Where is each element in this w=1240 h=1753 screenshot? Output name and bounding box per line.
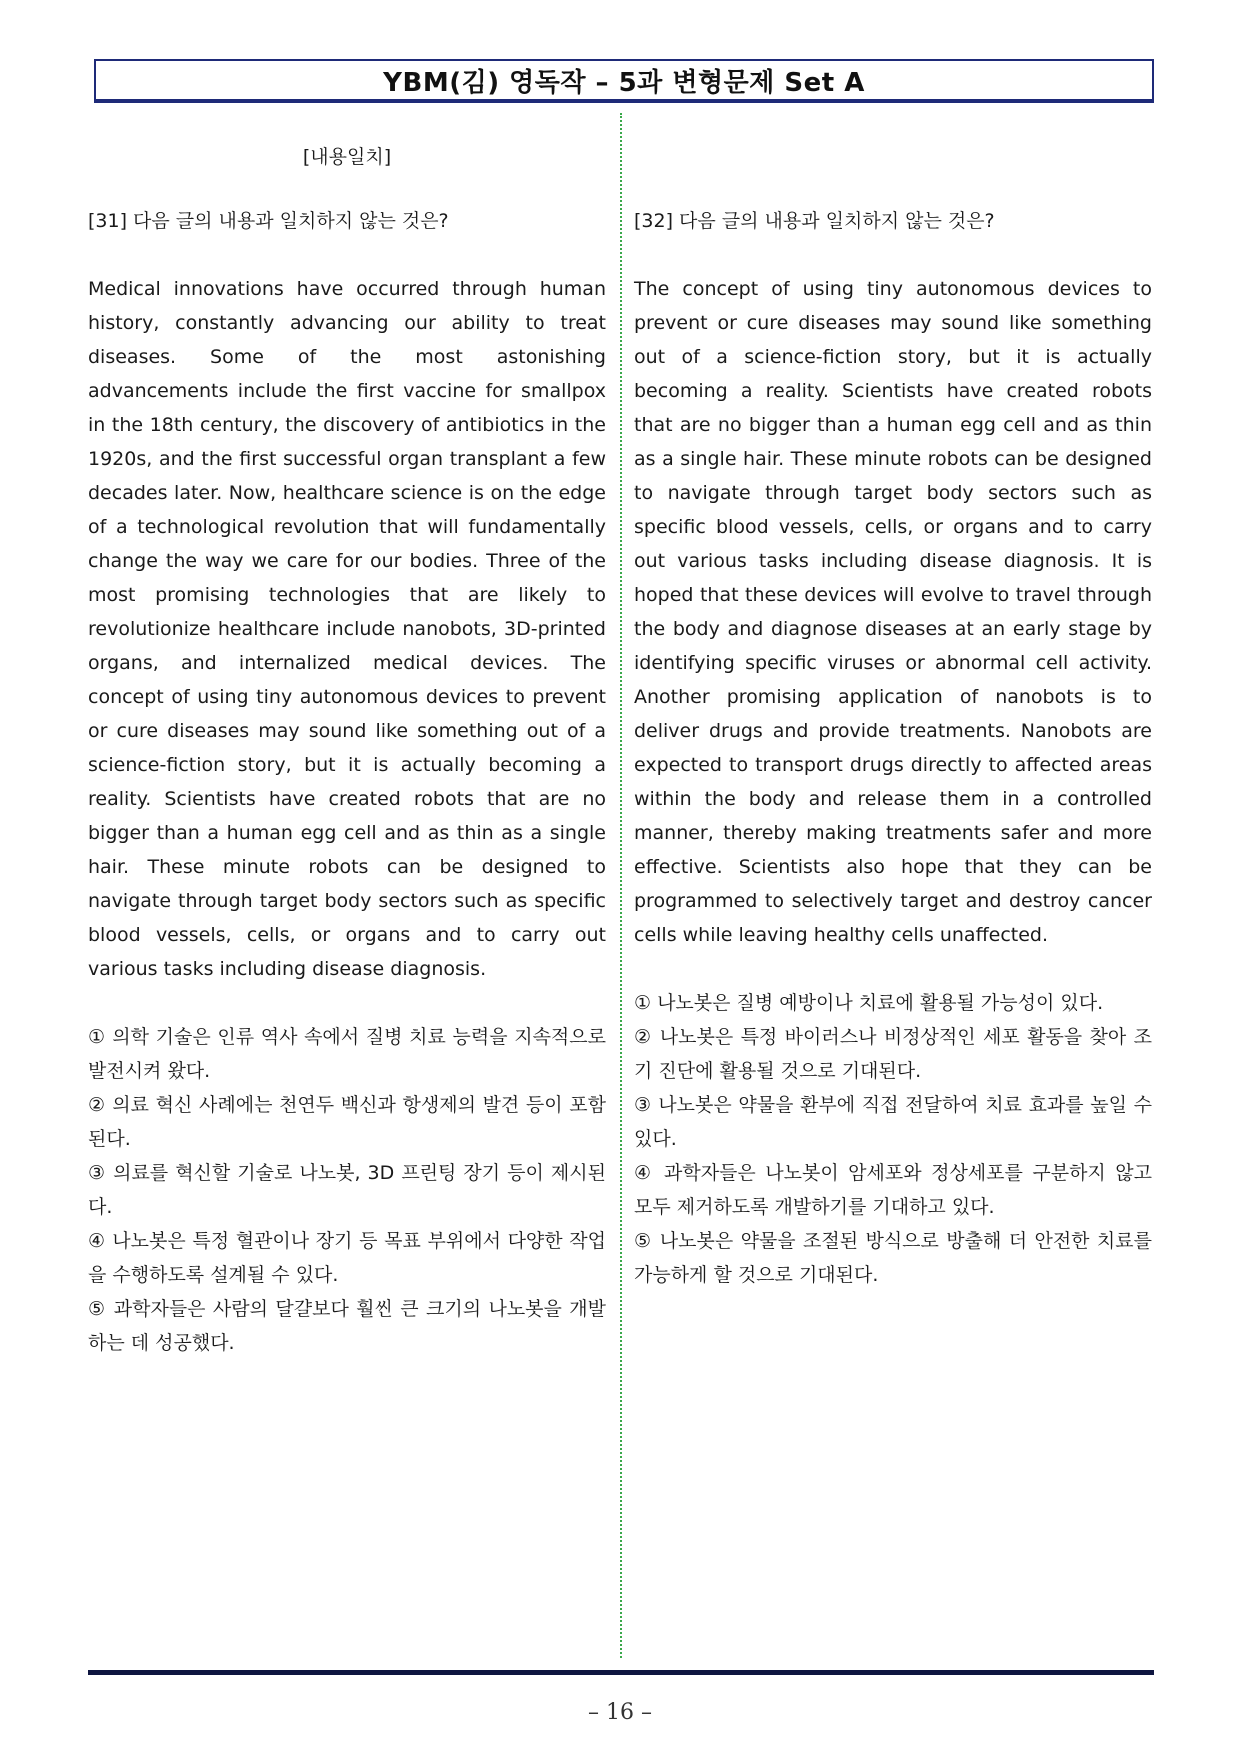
footer-rule: [88, 1670, 1154, 1675]
answer-choices: [88, 1020, 606, 1360]
choice-4[interactable]: ④ 과학자들은 나노봇이 암세포와 정상세포를 구분하지 않고 모두 제거하도록 개발하기를 기대하고 있다.: [634, 1162, 1152, 1218]
choice-3[interactable]: ③ 나노봇은 약물을 환부에 직접 전달하여 치료 효과를 높일 수 있다.: [634, 1094, 1152, 1150]
choice-5[interactable]: ⑤ 과학자들은 사람의 달걀보다 훨씬 큰 크기의 나노봇을 개발하는 데 성공했다.: [88, 1298, 606, 1354]
header-box: [94, 59, 1154, 103]
choice-2[interactable]: ② 의료 혁신 사례에는 천연두 백신과 항생제의 발견 등이 포함된다.: [88, 1094, 606, 1150]
page-number: – 16 –: [588, 1700, 652, 1725]
section-label: [내용일치]: [302, 146, 392, 168]
answer-choices: [634, 986, 1152, 1292]
choice-2[interactable]: ② 나노봇은 특정 바이러스나 비정상적인 세포 활동을 찾아 조기 진단에 활용될 것으로 기대된다.: [634, 1026, 1152, 1082]
page-title: YBM(김) 영독작 – 5과 변형문제 Set A: [383, 67, 865, 98]
question-title: [32] 다음 글의 내용과 일치하지 않는 것은?: [634, 210, 995, 232]
choice-1[interactable]: ① 나노봇은 질병 예방이나 치료에 활용될 가능성이 있다.: [634, 992, 1104, 1014]
passage-text: The concept of using tiny autonomous devices to prevent or cure diseases may sound like something out of a science-fiction story, but it is actually becoming a reality. Scientists have created robots that are no bigger than a human egg cell and as thin as a single hair. These minute robots can be designed to navigate through target body sectors such as specific blood vessels, cells, or organs and to carry out various tasks including disease diagnosis. It is hoped that these devices will evolve to travel through the body and diagnose diseases at an early stage by identifying specific viruses or abnormal cell activity. Another promising application of nanobots is to deliver drugs and provide treatments. Nanobots are expected to transport drugs directly to affected areas within the body and release them in a controlled manner, thereby making treatments safer and more effective. Scientists also hope that they can be programmed to selectively target and destroy cancer cells while leaving healthy cells unaffected.: [634, 278, 1152, 946]
column-divider: [620, 113, 622, 1658]
question-title: [31] 다음 글의 내용과 일치하지 않는 것은?: [88, 210, 449, 232]
passage-text: Medical innovations have occurred through human history, constantly advancing our ability to treat diseases. Some of the most astonishing advancements include the first vaccine for smallpox in the 18th century, the discovery of antibiotics in the 1920s, and the first successful organ transplant a few decades later. Now, healthcare science is on the edge of a technological revolution that will fundamentally change the way we care for our bodies. Three of the most promising technologies that are likely to revolutionize healthcare include nanobots, 3D-printed organs, and internalized medical devices. The concept of using tiny autonomous devices to prevent or cure diseases may sound like something out of a science-fiction story, but it is actually becoming a reality. Scientists have created robots that are no bigger than a human egg cell and as thin as a single hair. These minute robots can be designed to navigate through target body sectors such as specific blood vessels, cells, or organs and to carry out various tasks including disease diagnosis.: [88, 278, 606, 980]
choice-4[interactable]: ④ 나노봇은 특정 혈관이나 장기 등 목표 부위에서 다양한 작업을 수행하도록 설계될 수 있다.: [88, 1230, 606, 1286]
section-spacer: [634, 140, 1152, 174]
question-32: [634, 140, 1152, 1292]
choice-3[interactable]: ③ 의료를 혁신할 기술로 나노봇, 3D 프린팅 장기 등이 제시된다.: [88, 1162, 606, 1218]
choice-1[interactable]: ① 의학 기술은 인류 역사 속에서 질병 치료 능력을 지속적으로 발전시켜 왔다.: [88, 1026, 606, 1082]
question-31: [88, 140, 606, 1360]
choice-5[interactable]: ⑤ 나노봇은 약물을 조절된 방식으로 방출해 더 안전한 치료를 가능하게 할 것으로 기대된다.: [634, 1230, 1152, 1286]
